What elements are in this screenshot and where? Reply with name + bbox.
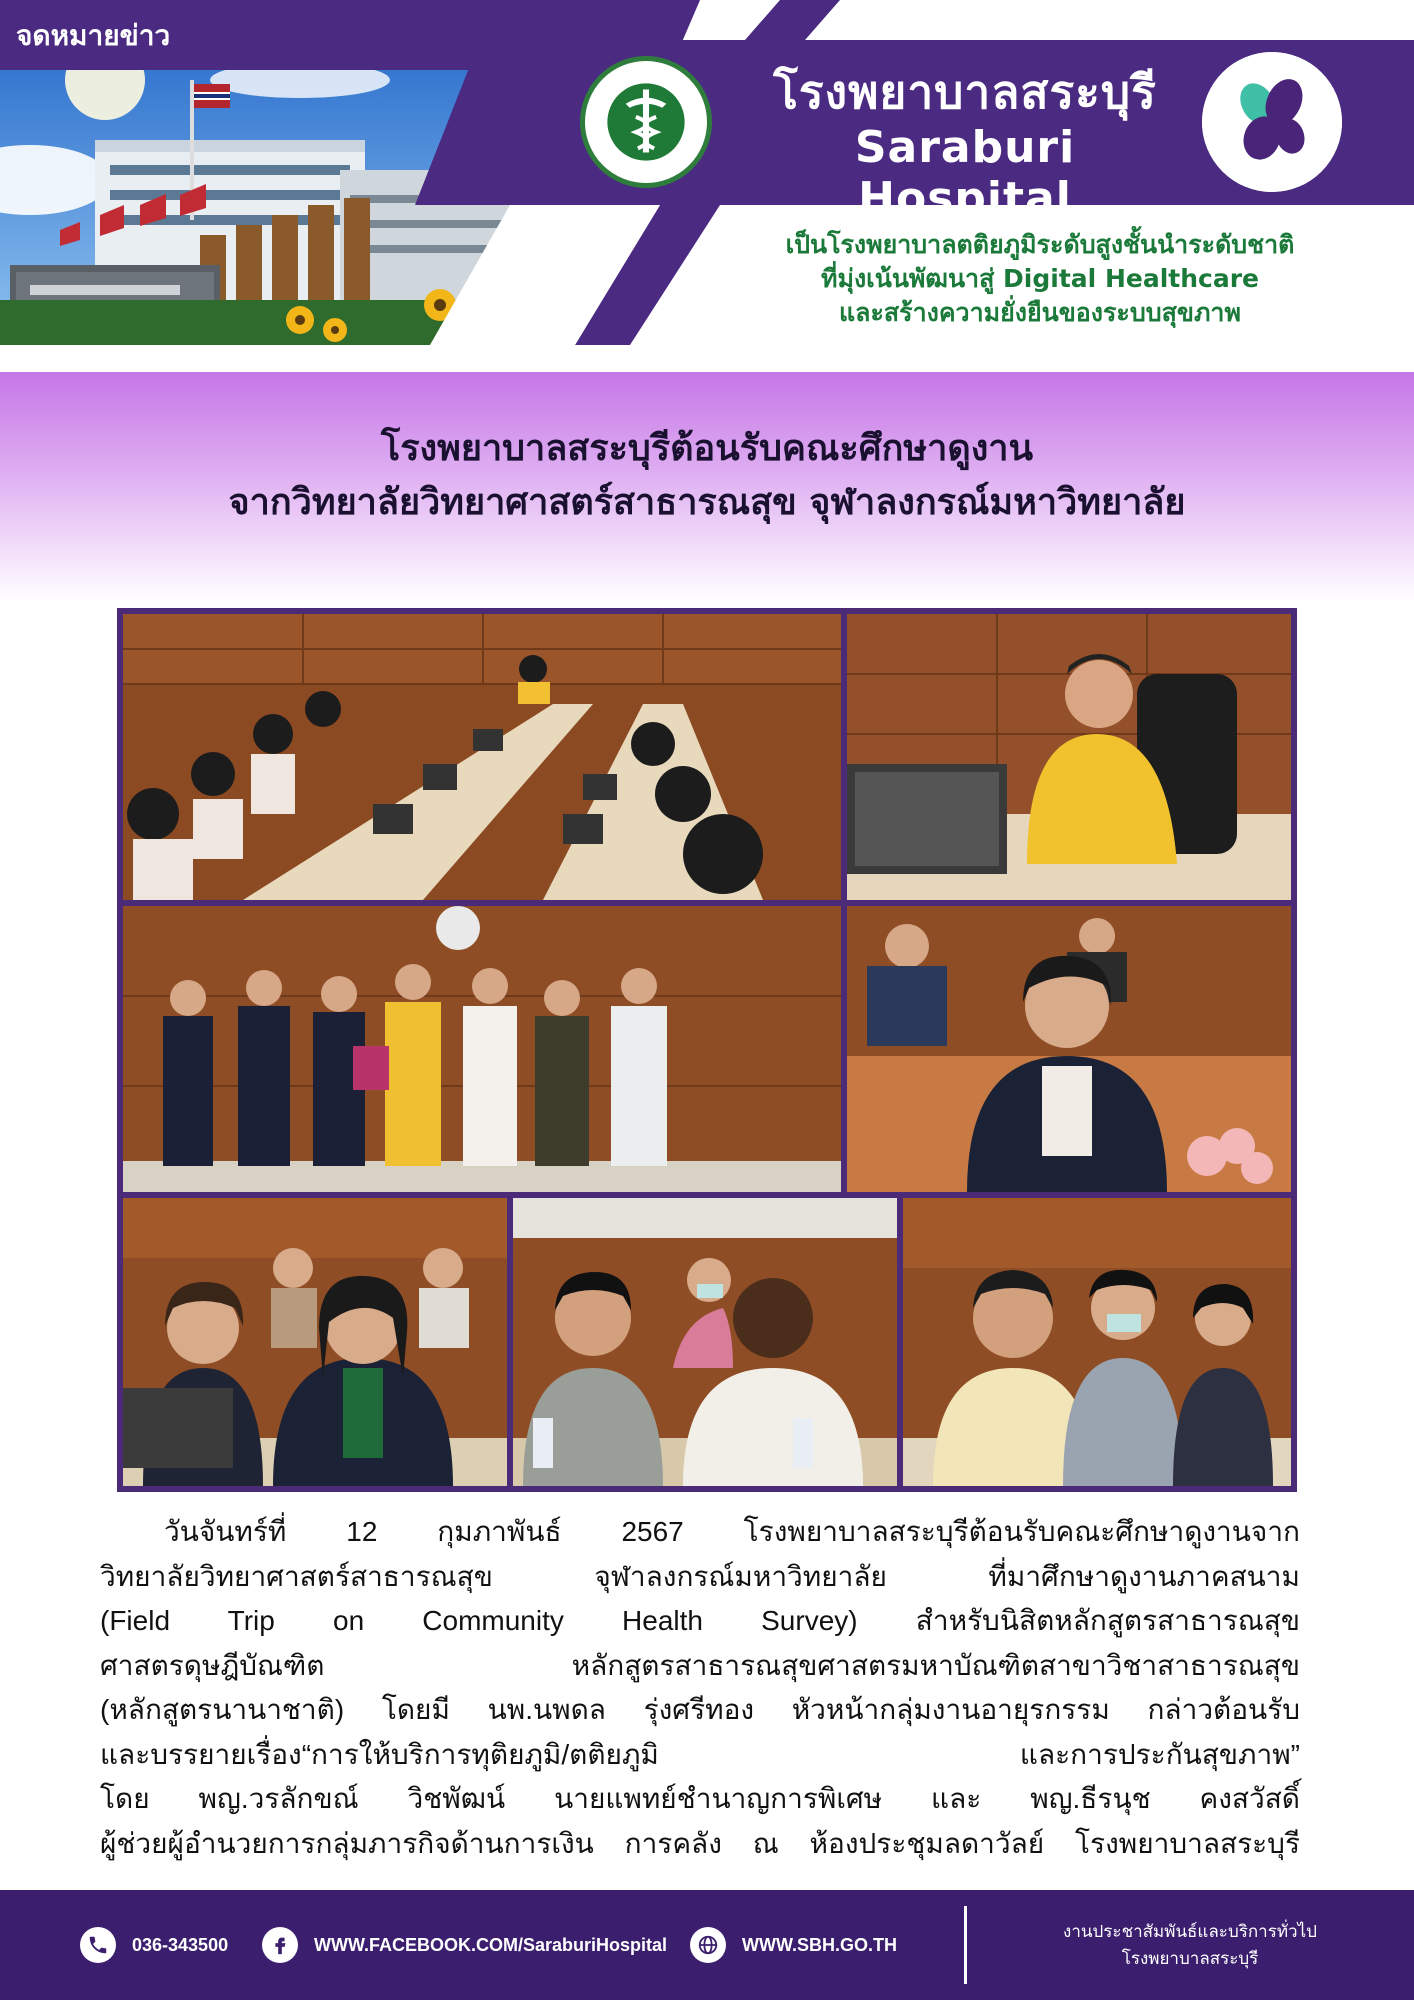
headline-area xyxy=(0,372,1414,602)
article-body xyxy=(100,1510,1300,1866)
footer-phone-text: 036-343500 xyxy=(132,1934,229,1955)
phone-icon xyxy=(80,1927,116,1963)
attendees-photo-middle xyxy=(513,1198,897,1486)
caduceus-seal-icon xyxy=(580,56,712,188)
article-line: วันจันทร์ที่ 12 กุมภาพันธ์ 2567 โรงพยาบาลสระบุรีต้อนรับคณะศึกษาดูงานจาก xyxy=(164,1516,1300,1547)
footer-facebook-text: WWW.FACEBOOK.COM/SaraburiHospital xyxy=(314,1934,668,1955)
footer-website-text: WWW.SBH.GO.TH xyxy=(742,1934,897,1955)
footer-website[interactable] xyxy=(690,1890,897,2000)
article-line: ศาสตรดุษฎีบัณฑิต หลักสูตรสาธารณสุขศาสตรมหาบัณฑิตสาขาวิชาสาธารณสุข xyxy=(100,1649,1300,1681)
hospital-name-en: Saraburi Hospital xyxy=(854,122,1076,224)
globe-icon xyxy=(690,1927,726,1963)
article-line: (หลักสูตรนานาชาติ) โดยมี นพ.นพดล รุ่งศรีทอง หัวหน้ากลุ่มงานอายุรกรรม กล่าวต้อนรับ xyxy=(100,1694,1300,1725)
headline-line: จากวิทยาลัยวิทยาศาสตร์สาธารณสุข จุฬาลงกรณ์มหาวิทยาลัย xyxy=(228,482,1186,523)
footer-phone[interactable] xyxy=(80,1890,228,2000)
attendees-photo-left xyxy=(123,1198,507,1486)
footer-facebook[interactable] xyxy=(262,1890,667,2000)
footer-org-line: งานประชาสัมพันธ์และบริการทั่วไป xyxy=(1063,1922,1317,1941)
attendees-photo-right xyxy=(903,1198,1291,1486)
footer xyxy=(0,1890,1414,2000)
article-line: โดย พญ.วรลักขณ์ วิชพัฒน์ นายแพทย์ชำนาญการพิเศษ และ พญ.ธีรนุช คงสวัสดิ์ xyxy=(100,1783,1300,1814)
footer-divider xyxy=(964,1906,967,1984)
article-line: ผู้ช่วยผู้อำนวยการกลุ่มภารกิจด้านการเงิน การคลัง ณ ห้องประชุมลดาวัลย์ โรงพยาบาลสระบุรี xyxy=(100,1827,1300,1859)
facebook-icon xyxy=(262,1927,298,1963)
footer-organization xyxy=(1000,1918,1380,1972)
article-line: และบรรยายเรื่อง“การให้บริการทุติยภูมิ/ตติยภูมิ และการประกันสุขภาพ” xyxy=(100,1738,1300,1770)
mission-line: เป็นโรงพยาบาลตติยภูมิระดับสูงชั้นนำระดับชาติ xyxy=(785,230,1295,259)
mission-statement xyxy=(760,228,1320,330)
newsletter-label xyxy=(0,0,700,70)
footer-org-line: โรงพยาบาลสระบุรี xyxy=(1121,1949,1259,1968)
rharee-flower-logo-icon xyxy=(1202,52,1342,192)
article-line: วิทยาลัยวิทยาศาสตร์สาธารณสุข จุฬาลงกรณ์มหาวิทยาลัย ที่มาศึกษาดูงานภาคสนาม xyxy=(100,1560,1300,1592)
headline-line: โรงพยาบาลสระบุรีต้อนรับคณะศึกษาดูงาน xyxy=(380,428,1034,469)
speaker-photo xyxy=(847,906,1291,1192)
newsletter-label-text: จดหมายข่าว xyxy=(16,19,171,52)
group-photo xyxy=(123,906,841,1192)
header xyxy=(0,0,1414,372)
mission-line: และสร้างความยั่งยืนของระบบสุขภาพ xyxy=(839,298,1241,327)
meeting-room-photo xyxy=(123,614,841,900)
mission-line: ที่มุ่งเน้นพัฒนาสู่ Digital Healthcare xyxy=(821,264,1259,293)
photo-collage xyxy=(117,608,1297,1492)
article-line: (Field Trip on Community Health Survey) สำหรับนิสิตหลักสูตรสาธารณสุข xyxy=(100,1605,1300,1636)
director-photo xyxy=(847,614,1291,900)
headline xyxy=(40,422,1374,530)
hospital-name-th: โรงพยาบาลสระบุรี xyxy=(773,65,1157,119)
